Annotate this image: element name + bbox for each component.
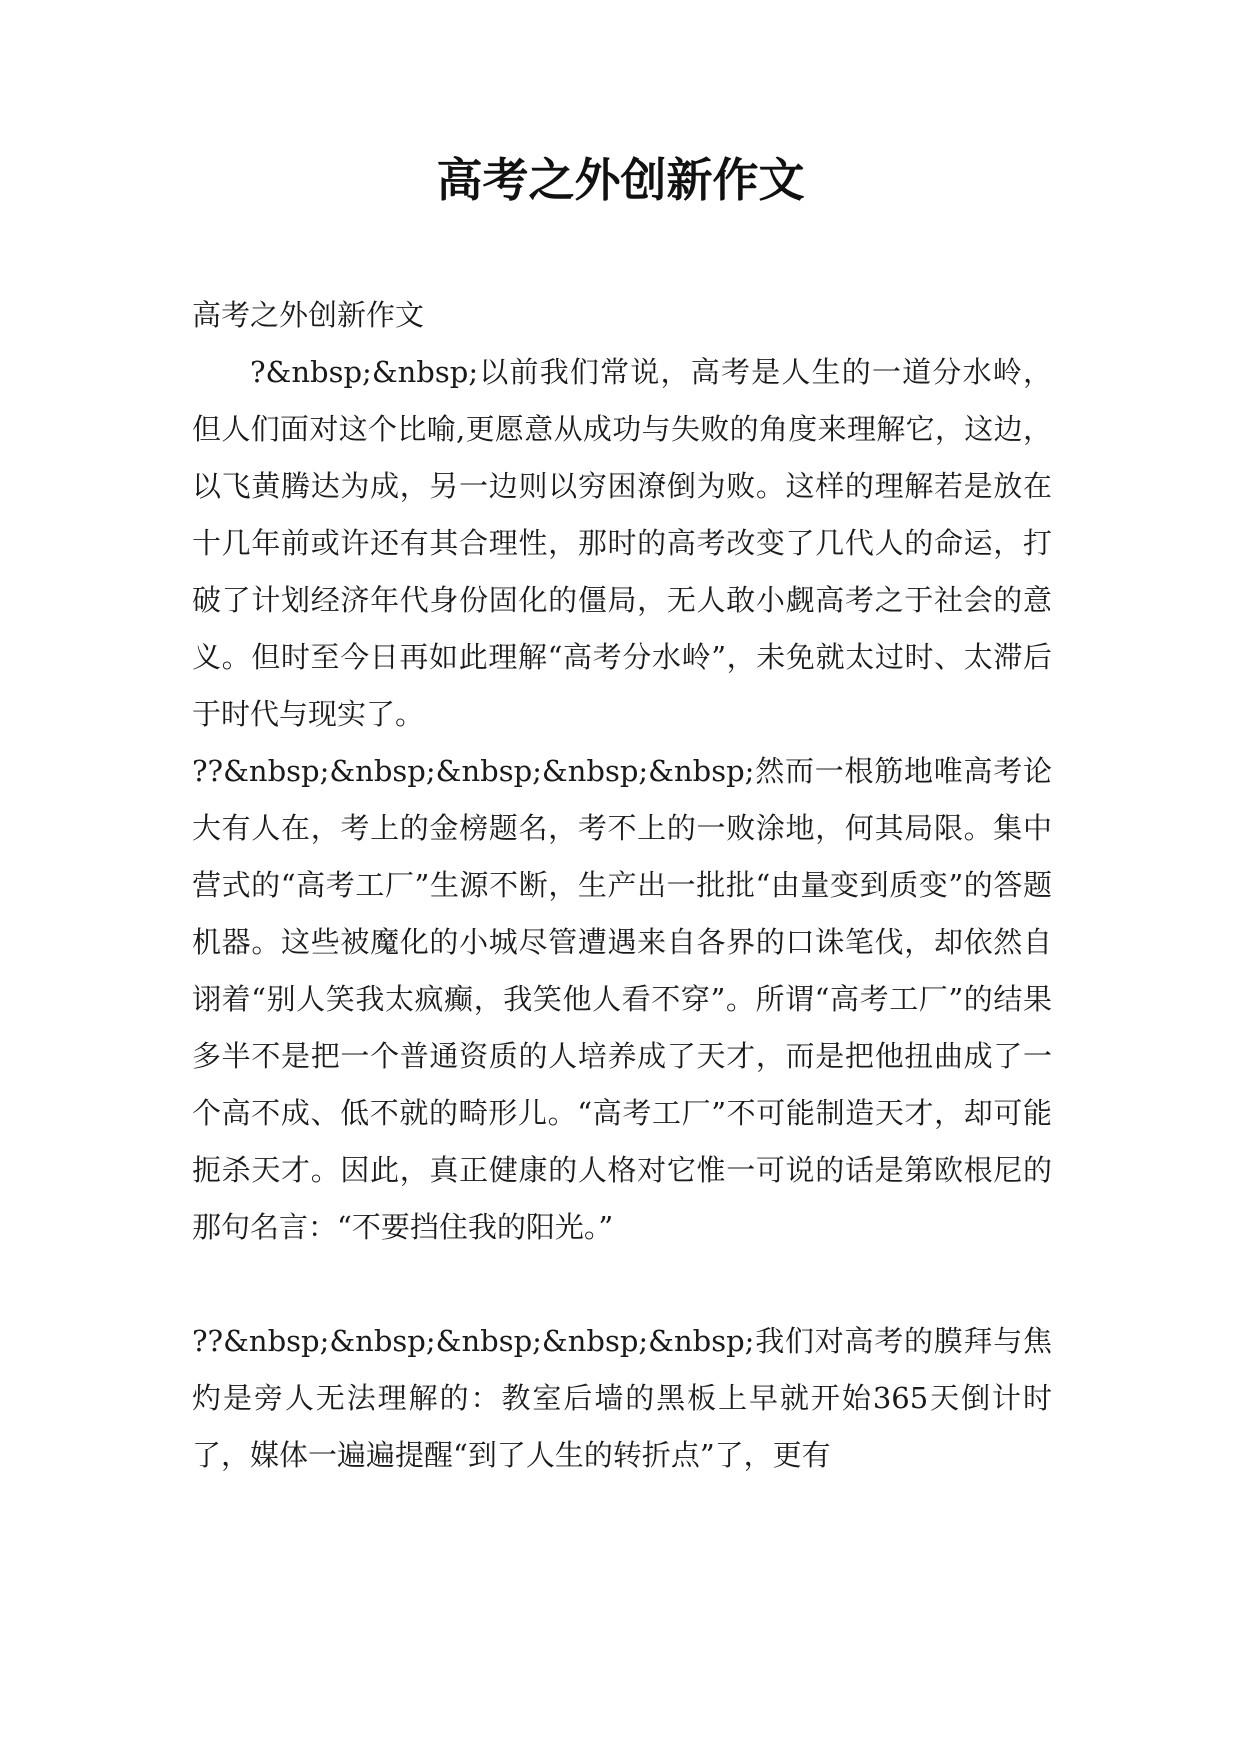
subtitle-line: 高考之外创新作文 — [192, 298, 425, 332]
paragraph-3: ??&nbsp;&nbsp;&nbsp;&nbsp;&nbsp;我们对高考的膜拜与焦灼是旁人无法理解的：教室后墙的黑板上早就开始365天倒计时了，媒体一遍遍提醒“到了人生的转折点”了，更有 — [192, 1324, 1052, 1472]
paragraph-1: ?&nbsp;&nbsp;以前我们常说，高考是人生的一道分水岭，但人们面对这个比喻,更愿意从成功与失败的角度来理解它，这边，以飞黄腾达为成，另一边则以穷困潦倒为败。这样的理解若是放在十几年前或许还有其合理性，那时的高考改变了几代人的命运，打破了计划经济年代身份固化的僵局，无人敢小觑高考之于社会的意义。但时至今日再如此理解“高考分水岭”，未免就太过时、太滞后于时代与现实了。 — [192, 355, 1052, 731]
document-title: 高考之外创新作文 — [436, 153, 805, 207]
paragraph-spacer — [192, 1256, 1052, 1313]
paragraph-2: ??&nbsp;&nbsp;&nbsp;&nbsp;&nbsp;然而一根筋地唯高考论大有人在，考上的金榜题名，考不上的一败涂地，何其局限。集中营式的“高考工厂”生源不断，生产出一批批“由量变到质变”的答题机器。这些被魔化的小城尽管遭遇来自各界的口诛笔伐，却依然自诩着“别人笑我太疯癫，我笑他人看不穿”。所谓“高考工厂”的结果多半不是把一个普通资质的人培养成了天才，而是把他扭曲成了一个高不成、低不就的畸形儿。“高考工厂”不可能制造天才，却可能扼杀天才。因此，真正健康的人格对它惟一可说的话是第欧根尼的那句名言：“不要挡住我的阳光。” — [192, 754, 1052, 1244]
document-body — [192, 287, 1052, 1484]
